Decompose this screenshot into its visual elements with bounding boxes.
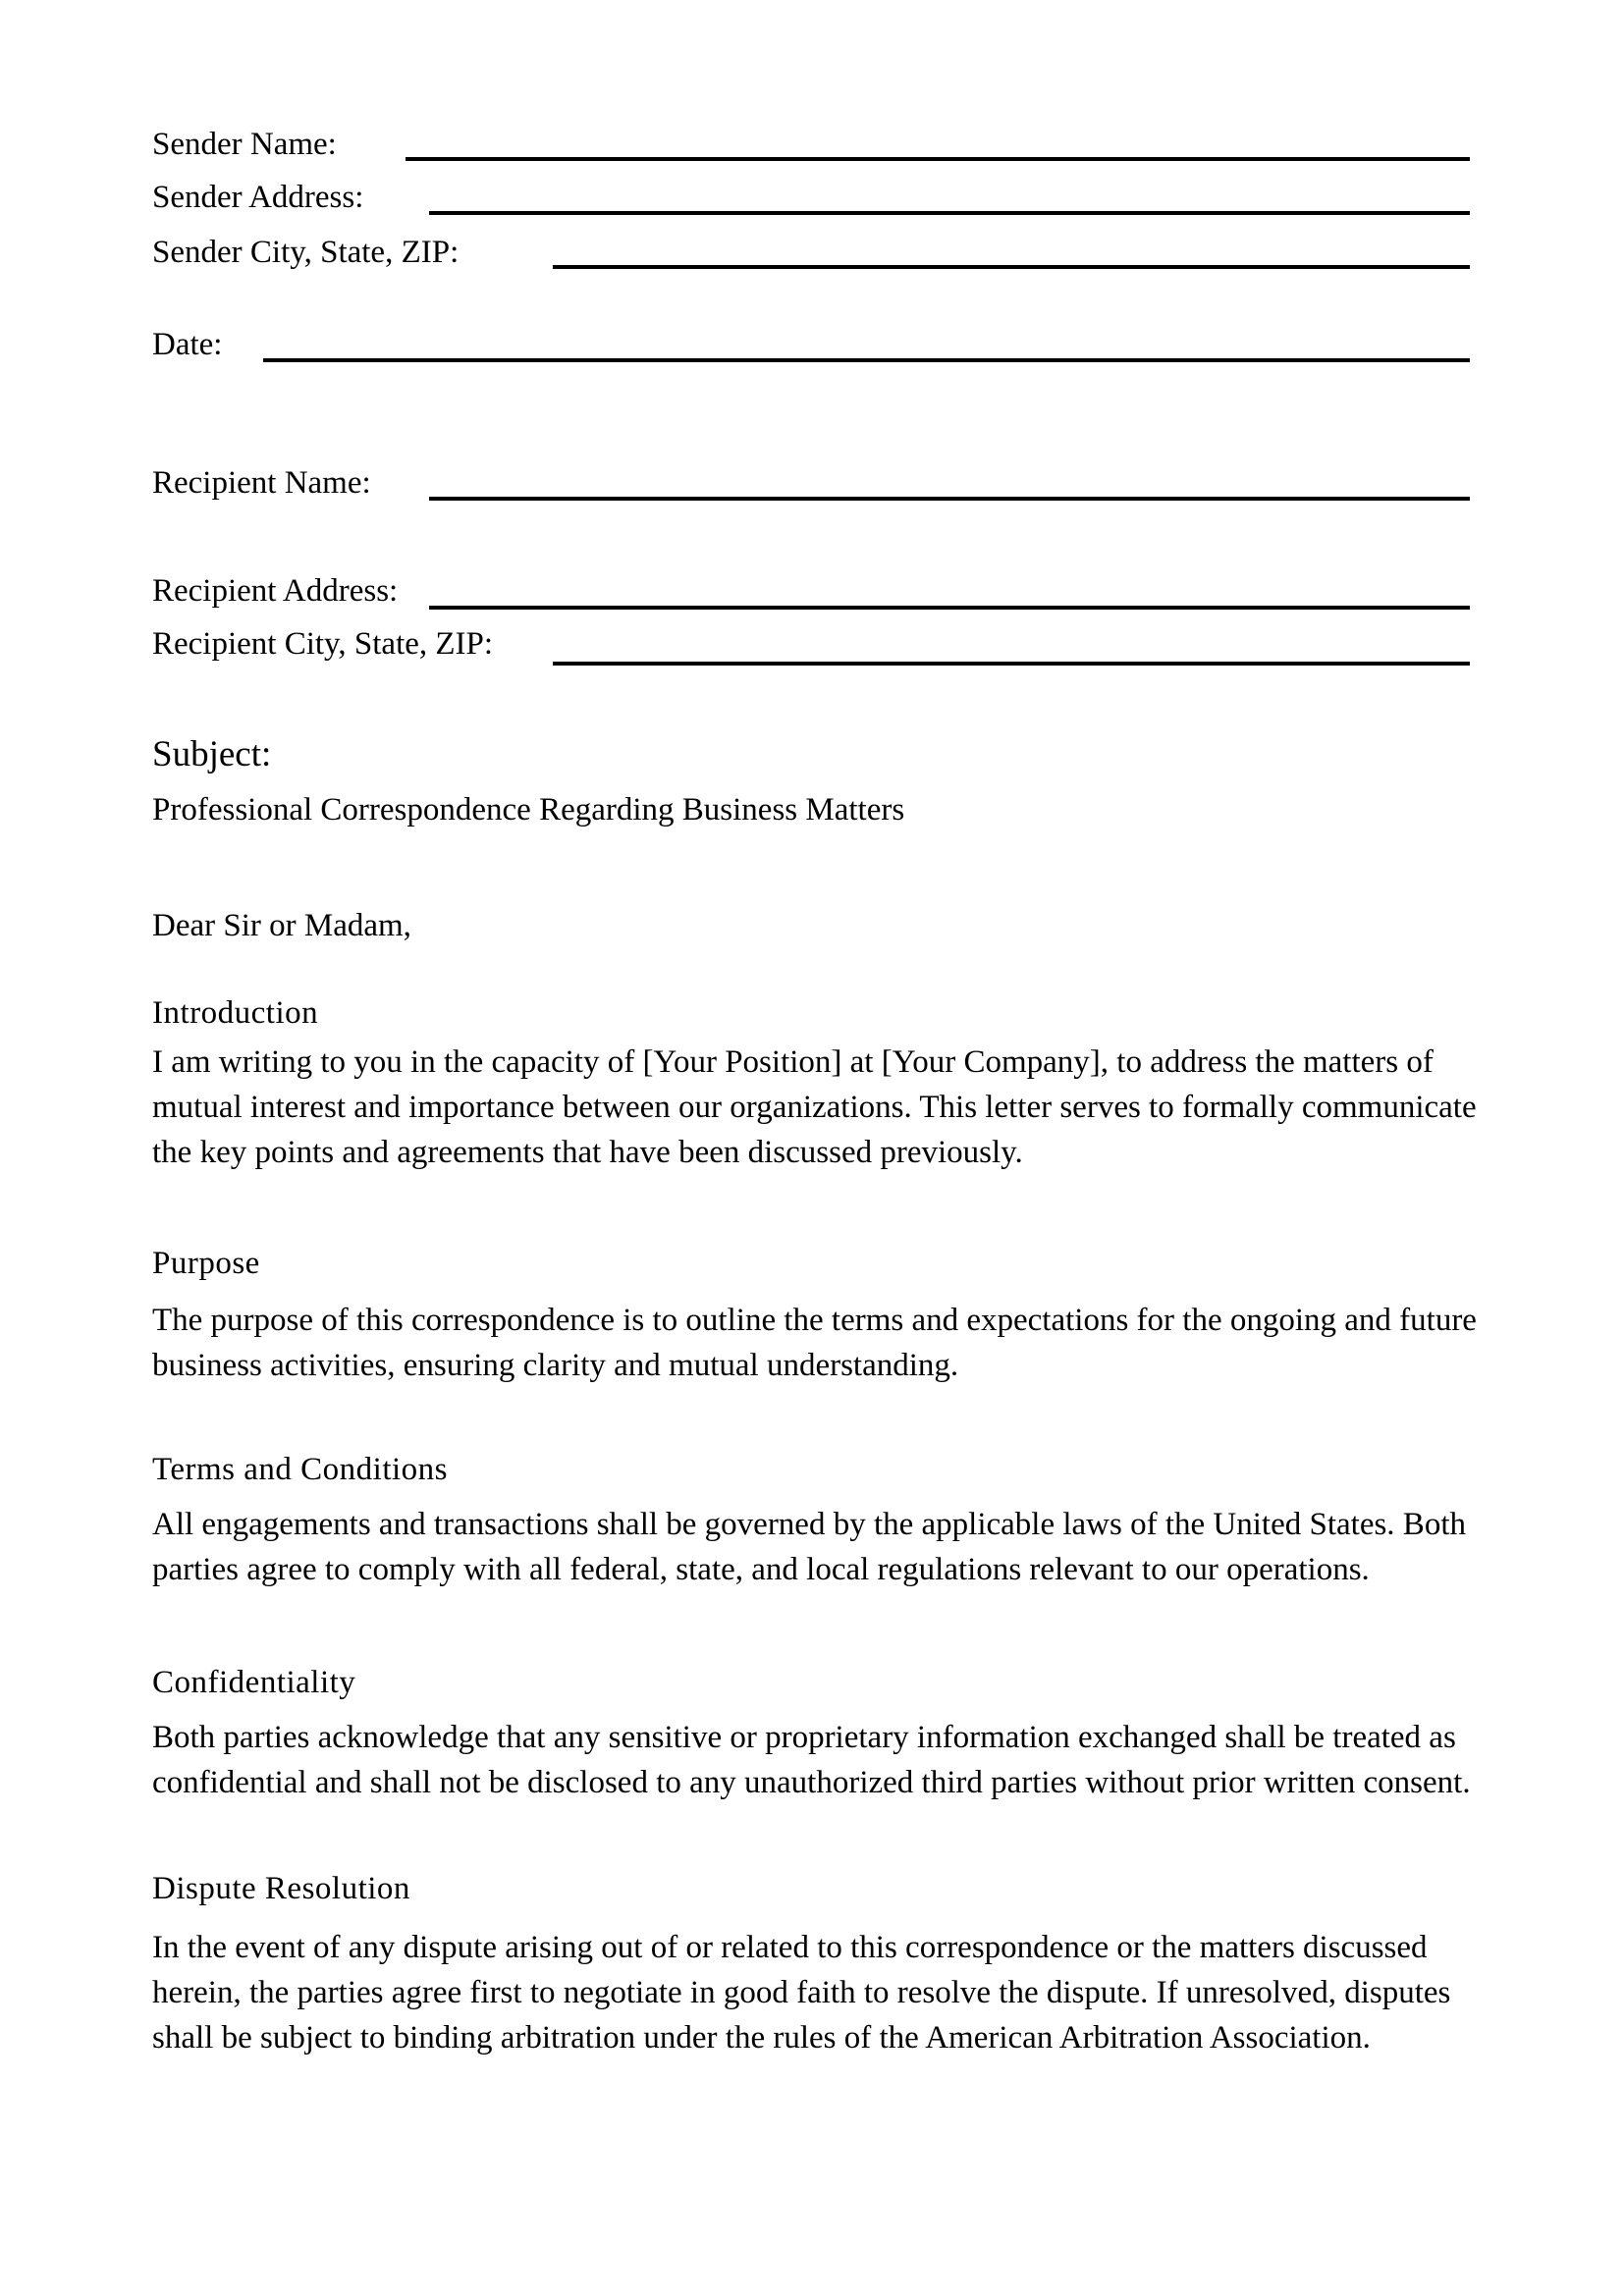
recipient-address-blank-line[interactable] xyxy=(429,606,1470,610)
field-row-sender-address xyxy=(152,182,1470,240)
recipient-name-blank-line[interactable] xyxy=(429,497,1470,501)
sender-city-state-zip-label: Sender City, State, ZIP: xyxy=(152,235,460,270)
section-heading-dispute-resolution: Dispute Resolution xyxy=(152,1871,410,1906)
field-row-recipient-city-state-zip xyxy=(152,628,1470,687)
sender-name-blank-line[interactable] xyxy=(406,157,1470,161)
field-row-recipient-name xyxy=(152,467,1470,526)
sender-city-state-zip-blank-line[interactable] xyxy=(553,265,1470,269)
section-heading-terms-and-conditions: Terms and Conditions xyxy=(152,1452,449,1487)
section-heading-confidentiality: Confidentiality xyxy=(152,1665,356,1700)
section-body-terms-and-conditions: All engagements and transactions shall be governed by the applicable laws of the United States. Both parties agree to comply with all federal, state, and local regulations relevant to our operations. xyxy=(152,1507,1466,1587)
recipient-city-state-zip-blank-line[interactable] xyxy=(553,662,1470,666)
sender-address-blank-line[interactable] xyxy=(429,211,1470,215)
field-row-sender-city-state-zip xyxy=(152,237,1470,295)
subject-label: Subject: xyxy=(152,734,272,774)
recipient-address-label: Recipient Address: xyxy=(152,573,399,609)
field-row-recipient-address xyxy=(152,575,1470,634)
sender-name-label: Sender Name: xyxy=(152,127,337,162)
field-row-date xyxy=(152,329,1470,388)
section-body-purpose: The purpose of this correspondence is to outline the terms and expectations for the ongoing and future business activities, ensuring clarity and mutual understanding. xyxy=(152,1303,1477,1383)
section-body-introduction: I am writing to you in the capacity of [Your Position] at [Your Company], to address the matters of mutual interest and importance between our organizations. This letter serves to formally communicate the key points and agreements that have been discussed previously. xyxy=(152,1044,1477,1170)
recipient-city-state-zip-label: Recipient City, State, ZIP: xyxy=(152,626,494,662)
recipient-name-label: Recipient Name: xyxy=(152,465,371,501)
subject-text: Professional Correspondence Regarding Business Matters xyxy=(152,792,905,828)
sender-address-label: Sender Address: xyxy=(152,180,364,215)
section-body-dispute-resolution: In the event of any dispute arising out of or related to this correspondence or the matters discussed herein, the parties agree first to negotiate in good faith to resolve the dispute. If unresolved, disputes shall be subject to binding arbitration under the rules of the American Arbitration Association. xyxy=(152,1930,1451,2056)
salutation: Dear Sir or Madam, xyxy=(152,908,411,943)
field-row-sender-name xyxy=(152,129,1470,187)
section-body-confidentiality: Both parties acknowledge that any sensitive or proprietary information exchanged shall be treated as confidential and shall not be disclosed to any unauthorized third parties without prior written consent. xyxy=(152,1720,1471,1800)
section-heading-purpose: Purpose xyxy=(152,1246,260,1281)
date-blank-line[interactable] xyxy=(263,358,1470,362)
date-label: Date: xyxy=(152,327,223,362)
section-heading-introduction: Introduction xyxy=(152,995,319,1031)
